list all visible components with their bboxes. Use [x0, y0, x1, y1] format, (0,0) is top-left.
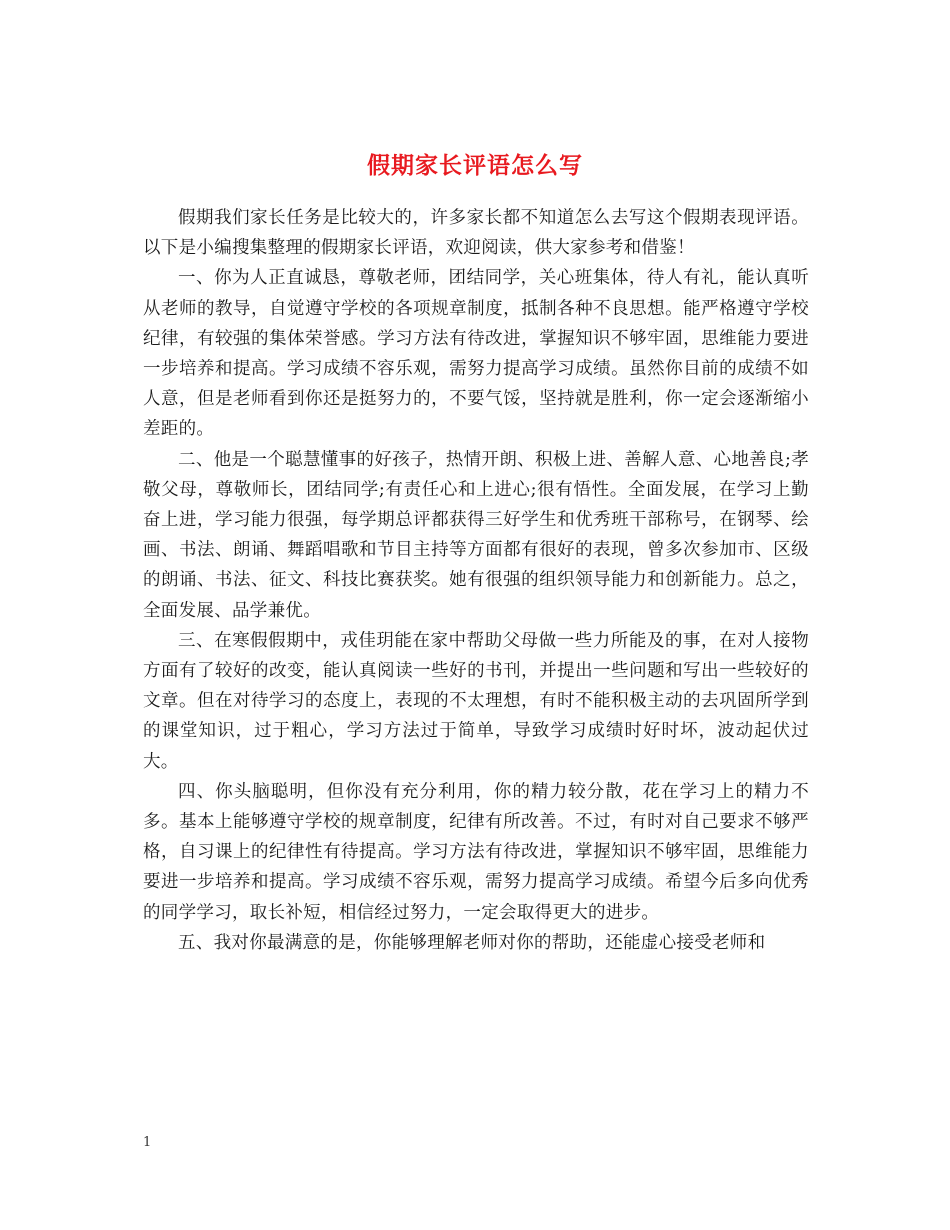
paragraph-4: 四、你头脑聪明，但你没有充分利用，你的精力较分散，花在学习上的精力不多。基本上能够遵守学校的规章制度，纪律有所改善。不过，有时对自己要求不够严格，自习课上的纪律性有待提高。学习方法有待改进，掌握知识不够牢固，思维能力要进一步培养和提高。学习成绩不容乐观，需努力提高学习成绩。希望今后多向优秀的同学学习，取长补短，相信经过努力，一定会取得更大的进步。 [143, 781, 809, 923]
paragraph-2: 二、他是一个聪慧懂事的好孩子，热情开朗、积极上进、善解人意、心地善良;孝敬父母，尊敬师长，团结同学;有责任心和上进心;很有悟性。全面发展，在学习上勤奋上进，学习能力很强，每学期总评都获得三好学生和优秀班干部称号，在钢琴、绘画、书法、朗诵、舞蹈唱歌和节目主持等方面都有很好的表现，曾多次参加市、区级的朗诵、书法、征文、科技比赛获奖。她有很强的组织领导能力和创新能力。总之，全面发展、品学兼优。 [143, 449, 809, 621]
paragraph-3: 三、在寒假假期中，戎佳玥能在家中帮助父母做一些力所能及的事，在对人接物方面有了较好的改变，能认真阅读一些好的书刊，并提出一些问题和写出一些较好的文章。但在对待学习的态度上，表现的不太理想，有时不能积极主动的去巩固所学到的课堂知识，过于粗心，学习方法过于简单，导致学习成绩时好时坏，波动起伏过大。 [143, 630, 809, 772]
paragraph-1: 一、你为人正直诚恳，尊敬老师，团结同学，关心班集体，待人有礼，能认真听从老师的教导，自觉遵守学校的各项规章制度，抵制各种不良思想。能严格遵守学校纪律，有较强的集体荣誉感。学习方法有待改进，掌握知识不够牢固，思维能力要进一步培养和提高。学习成绩不容乐观，需努力提高学习成绩。虽然你目前的成绩不如人意，但是老师看到你还是挺努力的，不要气馁，坚持就是胜利，你一定会逐渐缩小差距的。 [143, 268, 809, 440]
page-title: 假期家长评语怎么写 [367, 152, 583, 180]
document-body [143, 203, 809, 958]
paragraph-5: 五、我对你最满意的是，你能够理解老师对你的帮助，还能虚心接受老师和 [178, 932, 766, 953]
page-number: 1 [143, 1135, 152, 1150]
intro-paragraph: 假期我们家长任务是比较大的，许多家长都不知道怎么去写这个假期表现评语。以下是小编搜集整理的假期家长评语，欢迎阅读，供大家参考和借鉴！ [143, 208, 809, 259]
